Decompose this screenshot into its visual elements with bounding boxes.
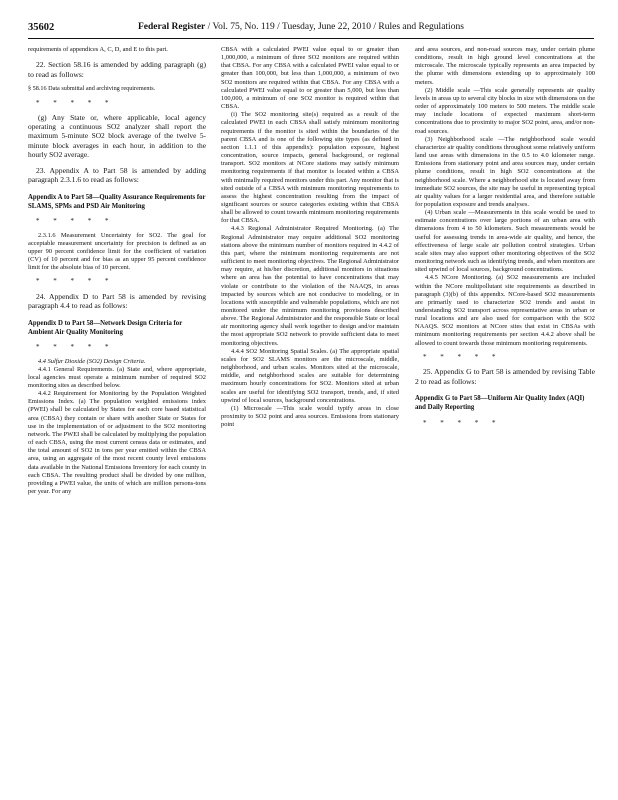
ellipsis-stars: * * * * * (36, 277, 115, 286)
column-2 (221, 46, 399, 429)
paragraph-urban-scale: (4) Urban scale —Measurements in this scale would be used to estimate concentrations over large portions of an urban area with dimensions from 4 to 50 kilometers. Such measurements would be useful for assessing trends in area-wide air quality, and hence, the effectiveness of large scale air pollution control strategies. Urban scale sites may also support other monitoring objectives of the SO2 monitoring network such as identifying trends, and when monitors are sited upwind of local sources, background concentrations. (415, 209, 595, 274)
amendment-22: 22. Section 58.16 is amended by adding paragraph (g) to read as follows: (28, 60, 206, 79)
header-rule (28, 38, 594, 39)
page-header (28, 22, 594, 36)
paragraph-neighborhood-scale: (3) Neighborhood scale —The neighborhood scale would characterize air quality conditions throughout some relatively uniform land use areas with dimensions in the 0.5 to 4.0 kilometer range. Emissions from stationary point and area sources may, under certain plume conditions, result in high SO2 concentrations at the neighborhood scale. Where a neighborhood site is located away from immediate SO2 sources, the site may be useful in representing typical air quality values for a larger residential area, and therefore suitable for population exposure and trends analyses. (415, 135, 595, 208)
ellipsis-stars: * * * * * (36, 343, 115, 352)
ellipsis-stars: * * * * * (423, 352, 502, 361)
paragraph: requirements of appendices A, C, D, and E to this part. (28, 46, 168, 53)
paragraph-g: (g) Any State or, where applicable, local agency operating a continuous SO2 analyzer shall report the maximum 5-minute SO2 block average of the twelve 5-minute block averages in each hour, in addition to the hourly SO2 average. (28, 112, 206, 160)
paragraph-4-4-3: 4.4.3 Regional Administrator Required Monitoring. (a) The Regional Administrator may require additional SO2 monitoring stations above the minimum number of monitors required in 4.4.2 of this part, where the minimum monitoring requirements are not sufficient to meet monitoring objectives. The Regional Administrator may require, at his/her discretion, additional monitors in situations where an area has the potential to have concentrations that may violate or contribute to the violation of the NAAQS, in areas impacted by sources which are not conducive to modeling, or in locations with susceptible and vulnerable populations, which are not monitored under the minimum monitoring provisions described above. The Regional Administrator and the responsible State or local air monitoring agency shall work together to design and/or maintain the most appropriate SO2 network to provide sufficient data to meet monitoring objectives. (221, 225, 399, 347)
paragraph-microscale: (1) Microscale —This scale would typify areas in close proximity to SO2 point and area sources. Emissions from stationary point (221, 404, 399, 429)
section-heading-58-16: § 58.16 Data submittal and archiving requirements. (28, 85, 156, 93)
paragraph-4-4-2: 4.4.2 Requirement for Monitoring by the Population Weighted Emissions Index. (a) The population weighted emissions index (PWEI) shall be calculated by States for each core based statistical area (CBSA) they contain or share with another State or States for use in the implementation of or adjustment to the SO2 monitoring network. The PWEI shall be calculated by multiplying the population of each CBSA, using the most current census data or estimates, and the total amount of SO2 in tons per year emitted within the CBSA area, using an aggregate of the most recent county level emissions data available in the National Emissions Inventory for each county in each CBSA. The resulting product shall be divided by one million, providing a PWEI value, the units of which are million persons-tons per year. For any (28, 390, 206, 495)
paragraph-2-3-1-6: 2.3.1.6 Measurement Uncertainty for SO2. The goal for acceptable measurement uncertainty for precision is defined as an upper 90 percent confidence limit for the coefficient of variation (CV) of 10 percent and for bias as an upper 95 percent confidence limit for the absolute bias of 10 percent. (28, 231, 206, 272)
appendix-a-heading: Appendix A to Part 58—Quality Assurance Requirements for SLAMS, SPMs and PSD Air Monitoring (28, 193, 206, 210)
paragraph: and area sources, and non-road sources may, under certain plume conditions, result in high ground level concentrations at the microscale. The microscale typically represents an area impacted by the plume with dimensions extending up to approximately 100 meters. (415, 46, 595, 86)
appendix-g-heading: Appendix G to Part 58—Uniform Air Quality Index (AQI) and Daily Reporting (415, 395, 585, 411)
ellipsis-stars: * * * * * (36, 98, 115, 107)
column-1 (28, 46, 206, 496)
amendment-23: 23. Appendix A to Part 58 is amended by adding paragraph 2.3.1.6 to read as follows: (28, 165, 206, 185)
column-3 (415, 46, 595, 433)
ellipsis-stars: * * * * * (36, 217, 115, 226)
paragraph-4-4-5: 4.4.5 NCore Monitoring. (a) SO2 measurements are included within the NCore multipollutant site requirements as described in paragraph (3)(b) of this appendix. NCore-based SO2 measurements are primarily used to characterize SO2 trends and assist in understanding SO2 transport across representative areas in urban or rural locations and are also used for comparison with the SO2 NAAQS. SO2 monitors at NCore sites that exist in CBSAs with minimum monitoring requirements per section 4.4.2 above shall be allowed to count towards those minimum monitoring requirements. (415, 274, 595, 347)
paragraph: CBSA with a calculated PWEI value equal to or greater than 1,000,000, a minimum of three SO2 monitors are required within that CBSA. For any CBSA with a calculated PWEI value equal to or greater than 100,000, but less than 1,000,000, a minimum of two SO2 monitors are required within that CBSA. For any CBSA with a calculated PWEI value equal to or greater than 5,000, but less than 100,000, a minimum of one SO2 monitor is required within that CBSA. (221, 46, 399, 111)
paragraph-4-4-4: 4.4.4 SO2 Monitoring Spatial Scales. (a) The appropriate spatial scales for SO2 SLAMS monitors are the microscale, middle, neighborhood, and urban scales. Monitors sited at the microscale, middle, and neighborhood scales are suitable for determining maximum hourly concentrations for SO2. Monitors sited at urban scales are useful for identifying SO2 transport, trends, and, if sited upwind of local sources, background concentrations. (221, 347, 399, 404)
paragraph-middle-scale: (2) Middle scale —This scale generally represents air quality levels in areas up to several city blocks in size with dimensions on the order of approximately 100 meters to 500 meters. The middle scale may include locations of expected maximum short-term concentrations due to proximity to major SO2 point, area, and/or non-road sources. (415, 86, 595, 135)
amendment-24: 24. Appendix D to Part 58 is amended by revising paragraph 4.4 to read as follows: (28, 291, 206, 311)
appendix-d-heading: Appendix D to Part 58—Network Design Criteria for Ambient Air Quality Monitoring (28, 319, 183, 336)
header-citation (138, 22, 464, 32)
journal-name: Federal Register (138, 22, 206, 32)
issue-info: / Vol. 75, No. 119 / Tuesday, June 22, 2010 / Rules and Regulations (207, 22, 464, 32)
paragraph-i: (i) The SO2 monitoring site(s) required as a result of the calculated PWEI in each CBSA shall satisfy minimum monitoring requirements if the monitor is sited within the boundaries of the parent CBSA and is one of the following site types (as defined in section 1.1.1 of this appendix): population exposure, highest concentration, source impacts, general background, or regional transport. SO2 monitors at NCore stations may satisfy minimum monitoring requirements if that monitor is located within a CBSA with minimally required monitors under this part. Any monitor that is sited outside of a CBSA with minimum monitoring requirements to assess the highest concentration resulting from the impact of significant sources or source categories existing within that CBSA shall be allowed to count towards minimum monitoring requirements for that CBSA. (221, 111, 399, 225)
paragraph-4-4-1: 4.4.1 General Requirements. (a) State and, where appropriate, local agencies must operate a minimum number of required SO2 monitoring sites as described below. (28, 365, 206, 389)
amendment-25: 25. Appendix G to Part 58 is amended by revising Table 2 to read as follows: (415, 366, 595, 386)
ellipsis-stars: * * * * * (423, 418, 502, 427)
page-number: 35602 (28, 22, 55, 33)
paragraph-4-4: 4.4 Sulfur Dioxide (SO2) Design Criteria. (38, 357, 146, 365)
